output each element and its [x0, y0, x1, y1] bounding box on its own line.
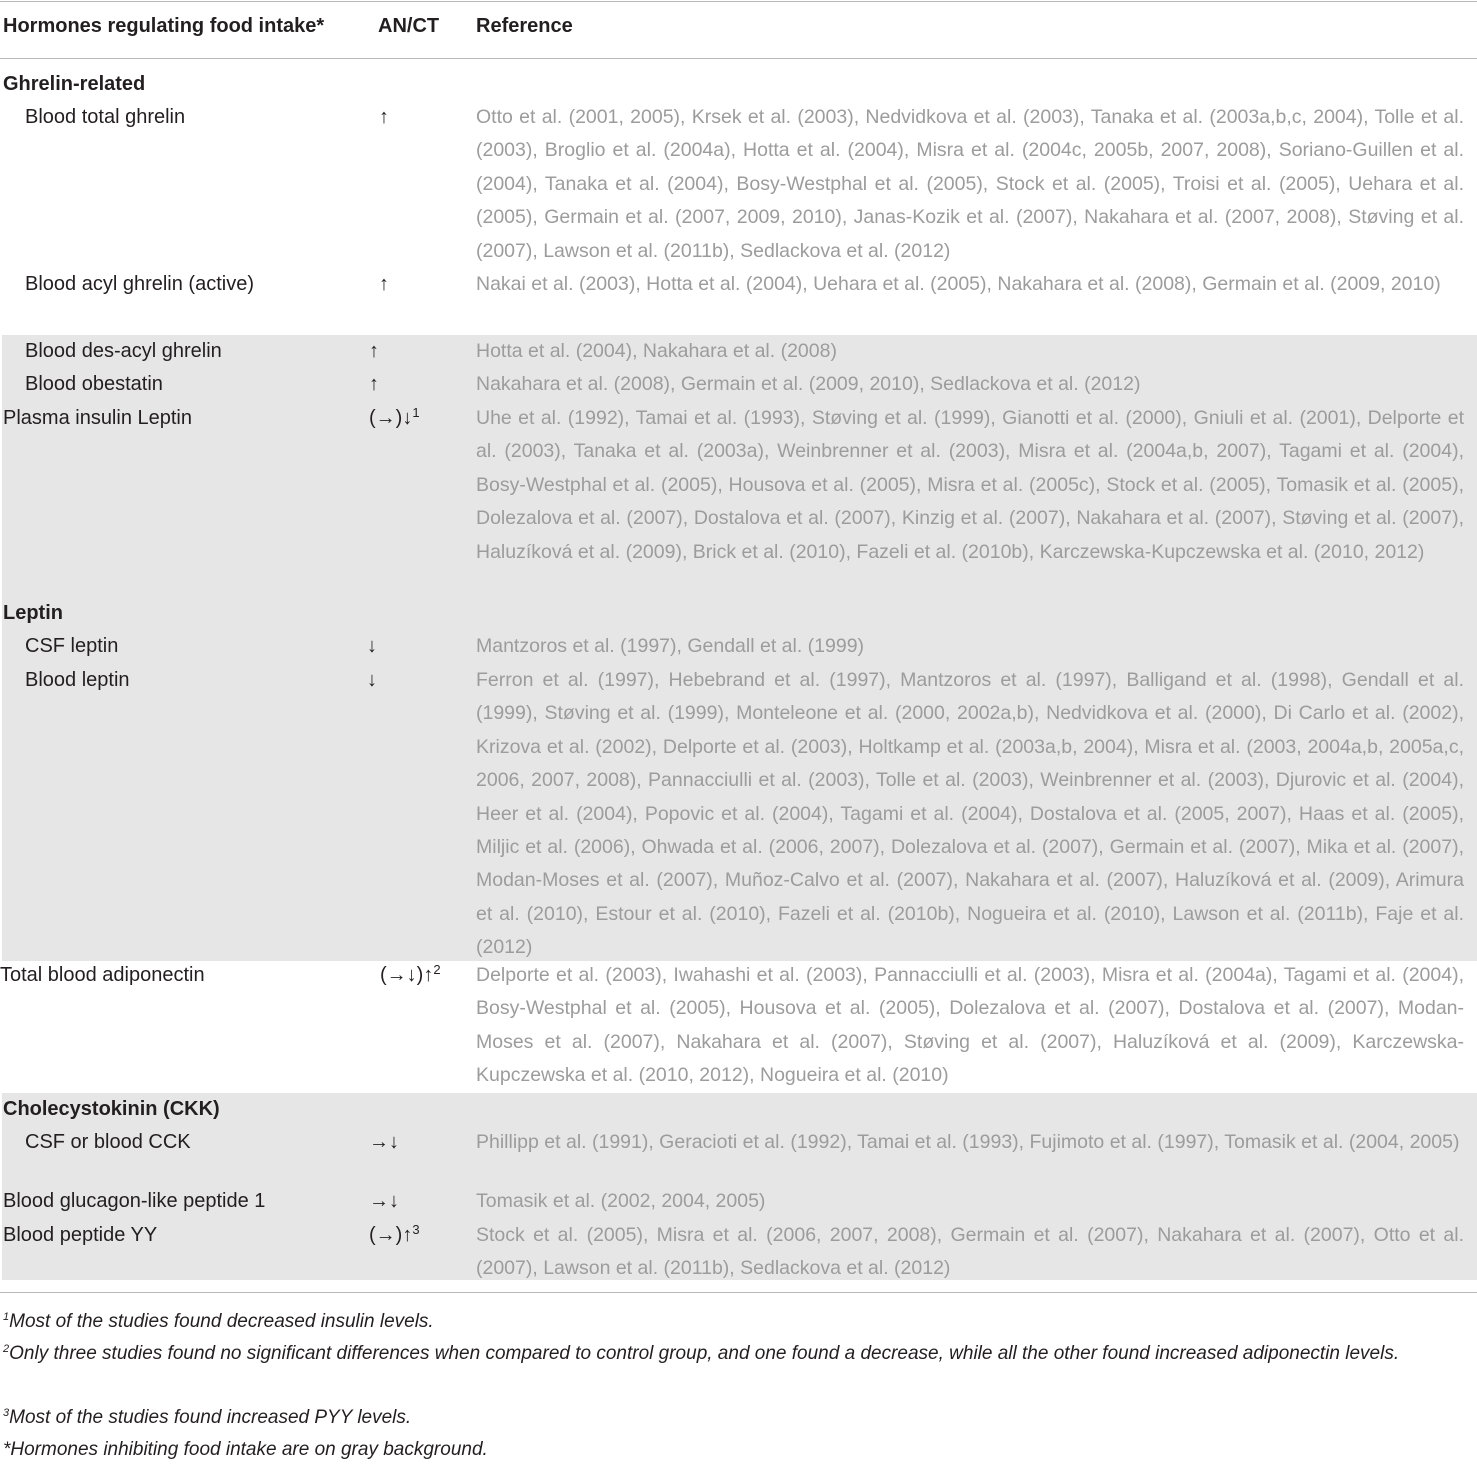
header-reference: Reference	[476, 15, 573, 37]
change-indicator	[369, 373, 379, 396]
header-bottom-rule	[0, 58, 1477, 59]
header-hormones: Hormones regulating food intake*	[3, 15, 325, 37]
hormone-name: Blood total ghrelin	[25, 106, 186, 128]
hormone-name: Blood peptide YY	[3, 1224, 158, 1246]
footnote-text: *Hormones inhibiting food intake are on gray background.	[3, 1439, 488, 1460]
footnote-mark: 3	[3, 1407, 10, 1419]
change-indicator	[369, 1131, 399, 1154]
footnote-gray-background	[3, 1434, 1477, 1466]
change-arrow: (→↓)↑	[380, 964, 434, 986]
change-indicator	[380, 964, 441, 987]
change-indicator	[369, 407, 420, 430]
reference-list: Nakahara et al. (2008), Germain et al. (2009, 2010), Sedlackova et al. (2012)	[476, 373, 1141, 395]
change-arrow: ↑	[369, 373, 379, 395]
hormone-name: Plasma insulin Leptin	[3, 407, 192, 429]
hormone-name: CSF or blood CCK	[25, 1131, 191, 1153]
footnote-marker: 3	[412, 1222, 420, 1237]
hormone-name: Blood obestatin	[25, 373, 163, 395]
change-arrow: ↓	[367, 669, 377, 691]
change-arrow: ↓	[367, 635, 377, 657]
section-cholecystokinin: Cholecystokinin (CKK)	[3, 1098, 220, 1120]
reference-list: Delporte et al. (2003), Iwahashi et al. (2003), Pannacciulli et al. (2003), Misra et al. (2004a), Tagami et al. (2004), Bosy-Westphal et al. (2005), Housova et al. (2005), Dolezalova et al. (2007), Dostalova et al. (2007), Modan-Moses et al. (2007), Nakahara et al. (2007), Støving et al. (2007), Haluzíková et al. (2009), Karczewska-Kupczewska et al. (2010, 2012), Nogueira et al. (2010)	[476, 964, 1464, 1087]
reference-list: Tomasik et al. (2002, 2004, 2005)	[476, 1190, 766, 1212]
table-bottom-rule	[0, 1292, 1477, 1293]
hormone-name: Blood leptin	[25, 669, 130, 691]
footnote-1	[3, 1306, 1477, 1338]
hormone-name: Blood acyl ghrelin (active)	[25, 273, 254, 295]
hormone-name: Blood glucagon-like peptide 1	[3, 1190, 266, 1212]
reference-list: Hotta et al. (2004), Nakahara et al. (2008)	[476, 340, 837, 362]
change-arrow: ↑	[379, 106, 389, 128]
reference-list: Phillipp et al. (1991), Geracioti et al. (1992), Tamai et al. (1993), Fujimoto et al. (1997), Tomasik et al. (2004, 2005)	[476, 1131, 1460, 1153]
footnote-text: Most of the studies found increased PYY levels.	[9, 1407, 412, 1428]
change-arrow: →↓	[369, 1190, 399, 1212]
change-arrow: (→)↑	[369, 1224, 413, 1246]
reference-list: Otto et al. (2001, 2005), Krsek et al. (2003), Nedvidkova et al. (2003), Tanaka et al. (2003a,b,c, 2004), Tolle et al. (2003), Broglio et al. (2004a), Hotta et al. (2004), Misra et al. (2004c, 2005b, 2007, 2008), Soriano-Guillen et al. (2004), Tanaka et al. (2004), Bosy-Westphal et al. (2005), Stock et al. (2005), Troisi et al. (2005), Uehara et al. (2005), Germain et al. (2007, 2009, 2010), Janas-Kozik et al. (2007), Nakahara et al. (2007, 2008), Støving et al. (2007), Lawson et al. (2011b), Sedlackova et al. (2012)	[476, 106, 1464, 262]
table-top-rule	[0, 1, 1477, 2]
footnote-2	[3, 1338, 1477, 1370]
hormone-name: Total blood adiponectin	[0, 964, 205, 986]
change-indicator	[367, 635, 377, 658]
footnote-text: Only three studies found no significant differences when compared to control group, and one found a decrease, while all the other found increased adiponectin levels.	[9, 1343, 1400, 1364]
footnote-3	[3, 1402, 1477, 1434]
reference-list: Ferron et al. (1997), Hebebrand et al. (1997), Mantzoros et al. (1997), Balligand et al. (1998), Gendall et al. (1999), Støving et al. (1999), Monteleone et al. (2000, 2002a,b), Nedvidkova et al. (2000), Di Carlo et al. (2002), Krizova et al. (2002), Delporte et al. (2003), Holtkamp et al. (2003a,b, 2004), Misra et al. (2003, 2004a,b, 2005a,c, 2006, 2007, 2008), Pannacciulli et al. (2003), Tolle et al. (2003), Weinbrenner et al. (2003), Djurovic et al. (2004), Heer et al. (2004), Popovic et al. (2004), Tagami et al. (2004), Dostalova et al. (2005, 2007), Haas et al. (2005), Miljic et al. (2006), Ohwada et al. (2006, 2007), Dolezalova et al. (2007), Germain et al. (2007), Mika et al. (2007), Modan-Moses et al. (2007), Muñoz-Calvo et al. (2007), Nakahara et al. (2007), Haluzíková et al. (2009), Arimura et al. (2010), Estour et al. (2010), Fazeli et al. (2010b), Nogueira et al. (2010), Lawson et al. (2011b), Faje et al. (2012)	[476, 669, 1464, 959]
reference-list: Stock et al. (2005), Misra et al. (2006, 2007, 2008), Germain et al. (2007), Nakahara et al. (2007), Otto et al. (2007), Lawson et al. (2011b), Sedlackova et al. (2012)	[476, 1224, 1464, 1280]
header-an-ct: AN/CT	[378, 15, 440, 37]
footnote-text: Most of the studies found decreased insulin levels.	[9, 1311, 434, 1332]
hormone-name: CSF leptin	[25, 635, 119, 657]
change-indicator	[369, 1190, 399, 1213]
change-arrow: →↓	[369, 1131, 399, 1153]
footnote-mark: 2	[3, 1343, 10, 1355]
hormone-name: Blood des-acyl ghrelin	[25, 340, 222, 362]
change-indicator	[369, 1224, 420, 1247]
footnote-marker: 1	[412, 405, 420, 420]
section-ghrelin-related: Ghrelin-related	[3, 73, 146, 95]
change-arrow: (→)↓	[369, 407, 413, 429]
change-indicator	[369, 340, 379, 363]
reference-list: Mantzoros et al. (1997), Gendall et al. (1999)	[476, 635, 865, 657]
footnote-marker: 2	[433, 962, 441, 977]
section-leptin: Leptin	[3, 602, 63, 624]
reference-list: Uhe et al. (1992), Tamai et al. (1993), Støving et al. (1999), Gianotti et al. (2000), Gniuli et al. (2001), Delporte et al. (2003), Tanaka et al. (2003a), Weinbrenner et al. (2003), Misra et al. (2004a,b, 2007), Tagami et al. (2004), Bosy-Westphal et al. (2005), Housova et al. (2005), Misra et al. (2005c), Stock et al. (2005), Tomasik et al. (2005), Dolezalova et al. (2007), Dostalova et al. (2007), Kinzig et al. (2007), Nakahara et al. (2007), Støving et al. (2007), Haluzíková et al. (2009), Brick et al. (2010), Fazeli et al. (2010b), Karczewska-Kupczewska et al. (2010, 2012)	[476, 407, 1464, 563]
change-indicator	[367, 669, 377, 692]
change-indicator	[379, 273, 389, 296]
change-indicator	[379, 106, 389, 129]
change-arrow: ↑	[379, 273, 389, 295]
footnote-mark: 1	[3, 1311, 10, 1323]
reference-list: Nakai et al. (2003), Hotta et al. (2004), Uehara et al. (2005), Nakahara et al. (2008), Germain et al. (2009, 2010)	[476, 273, 1441, 295]
change-arrow: ↑	[369, 340, 379, 362]
